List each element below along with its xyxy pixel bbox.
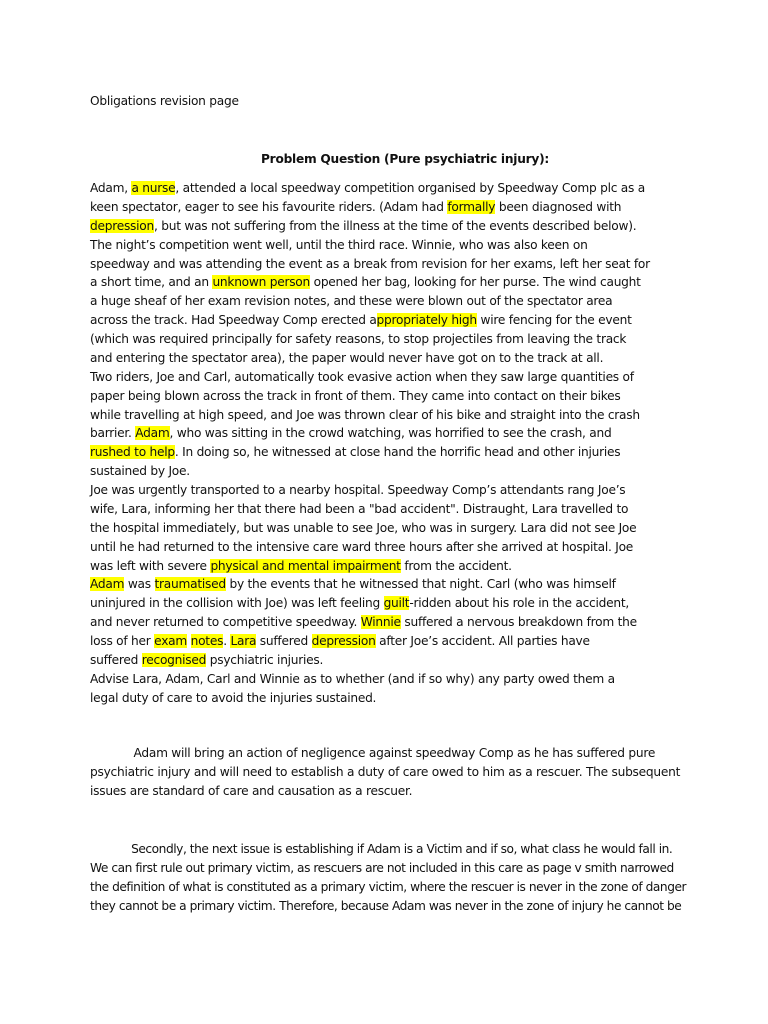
highlighted-text: rushed to help (90, 445, 175, 460)
line-text: psychiatric injuries. (206, 653, 324, 667)
line-text: -ridden about his role in the accident, (409, 596, 629, 611)
highlighted-text: ppropriately high (376, 313, 477, 328)
line-text: , who was sitting in the crowd watching, was horrified to see the crash, and (169, 426, 612, 441)
highlighted-text: traumatised (154, 577, 226, 592)
problem-line (90, 519, 636, 538)
line-text: speedway and was attending the event as a break from revision for her exams, left her seat for (90, 256, 650, 271)
line-text: been diagnosed with (495, 199, 622, 214)
line-text: suffered (90, 653, 142, 667)
line-text: was left with severe (90, 558, 211, 573)
line-text: suffered a nervous breakdown from the (400, 615, 637, 630)
highlighted-text: unknown person (212, 275, 310, 290)
problem-line (90, 613, 637, 632)
problem-line (90, 330, 626, 349)
problem-line (90, 255, 650, 274)
question-heading: Problem Question (Pure psychiatric injury): (261, 152, 550, 166)
highlighted-text: physical and mental impairment (210, 558, 401, 573)
line-text: legal duty of care to avoid the injuries sustained. (90, 690, 377, 705)
answer-line: Secondly, the next issue is establishing if Adam is a Victim and if so, what class he would fall in. (90, 842, 673, 856)
line-text: Advise Lara, Adam, Carl and Winnie as to whether (and if so why) any party owed them a (90, 671, 615, 686)
problem-line (90, 273, 641, 292)
line-text: and never returned to competitive speedway. (90, 615, 361, 630)
highlighted-text: recognised (141, 653, 207, 667)
line-text: from the accident. (400, 558, 512, 573)
answer-line: they cannot be a primary victim. Therefore, because Adam was never in the zone of injury he cannot be (90, 899, 682, 913)
problem-line (90, 406, 640, 425)
line-text: (which was required principally for safety reasons, to stop projectiles from leaving the track (90, 332, 627, 347)
highlighted-text: Adam (135, 426, 170, 441)
line-text: sustained by Joe. (90, 464, 190, 479)
problem-line (90, 538, 633, 557)
line-text: Adam, (90, 181, 132, 195)
answer-line: psychiatric injury and will need to establish a duty of care owed to him as a rescuer. The subsequent (90, 765, 681, 779)
problem-line (90, 349, 603, 368)
problem-line (90, 387, 621, 406)
line-text: until he had returned to the intensive care ward three hours after she arrived at hospital. Joe (90, 539, 634, 554)
highlighted-text: depression (90, 218, 154, 233)
line-text: opened her bag, looking for her purse. The wind caught (309, 275, 641, 290)
line-text: after Joe’s accident. All parties have (375, 634, 590, 649)
page-title: Obligations revision page (90, 94, 239, 108)
highlighted-text: formally (447, 199, 496, 214)
line-text: . (223, 634, 231, 649)
line-text: suffered (256, 634, 312, 649)
line-text: the hospital immediately, but was unable to see Joe, who was in surgery. Lara did not see Joe (90, 520, 637, 535)
answer-line: We can first rule out primary victim, as rescuers are not included in this care as page v smith narrowed (90, 861, 674, 875)
line-text: wire fencing for the event (476, 313, 632, 328)
line-text: barrier. (90, 426, 136, 441)
line-text: a huge sheaf of her exam revision notes, and these were blown out of the spectator area (90, 294, 613, 309)
line-text: a short time, and an (90, 275, 213, 290)
highlighted-text: notes (190, 634, 224, 649)
line-text: loss of her (90, 634, 155, 649)
problem-line (90, 481, 625, 500)
problem-line (90, 462, 190, 481)
problem-line (90, 311, 632, 330)
line-text: The night’s competition went well, until the third race. Winnie, who was also keen on (90, 237, 588, 252)
highlighted-text: Adam (90, 577, 125, 592)
highlighted-text: depression (311, 634, 376, 649)
line-text: and entering the spectator area), the paper would never have got on to the track at all. (90, 350, 604, 365)
problem-line (90, 594, 629, 613)
problem-line (90, 217, 636, 236)
line-text: . In doing so, he witnessed at close hand the horrific head and other injuries (174, 445, 621, 460)
problem-line (90, 198, 621, 217)
problem-line (90, 557, 512, 576)
highlighted-text: guilt (383, 596, 410, 611)
highlighted-text: Lara (230, 634, 257, 649)
line-text: Two riders, Joe and Carl, automatically took evasive action when they saw large quantities of (90, 369, 634, 384)
problem-line (90, 424, 611, 443)
answer-line: issues are standard of care and causation as a rescuer. (90, 784, 413, 798)
highlighted-text: Winnie (360, 615, 401, 630)
line-text: uninjured in the collision with Joe) was left feeling (90, 596, 384, 611)
problem-line (90, 292, 612, 311)
problem-line (90, 500, 628, 519)
line-text: Joe was urgently transported to a nearby hospital. Speedway Comp’s attendants rang Joe’s (90, 483, 626, 498)
highlighted-text: exam (154, 634, 187, 649)
problem-line (90, 443, 620, 462)
line-text: keen spectator, eager to see his favourite riders. (Adam had (90, 199, 448, 214)
problem-line (90, 670, 615, 689)
answer-line: Adam will bring an action of negligence against speedway Comp as he has suffered pure (90, 746, 656, 760)
line-text: , but was not suffering from the illness at the time of the events described below). (153, 218, 637, 233)
line-text: paper being blown across the track in front of them. They came into contact on their bikes (90, 388, 621, 403)
problem-line (90, 179, 645, 198)
problem-line (90, 236, 588, 255)
problem-line (90, 368, 634, 387)
problem-line (90, 575, 616, 594)
line-text: , attended a local speedway competition organised by Speedway Comp plc as a (175, 181, 645, 195)
line-text: across the track. Had Speedway Comp erected a (90, 313, 377, 328)
problem-line (90, 632, 590, 651)
problem-line (90, 689, 376, 708)
line-text: while travelling at high speed, and Joe was thrown clear of his bike and straight into the crash (90, 407, 640, 422)
answer-line: the definition of what is constituted as a primary victim, where the rescuer is never in the zone of danger (90, 880, 687, 894)
line-text: by the events that he witnessed that night. Carl (who was himself (225, 577, 616, 592)
highlighted-text: a nurse (131, 181, 176, 195)
problem-line (90, 651, 323, 670)
line-text: was (124, 577, 155, 592)
line-text: wife, Lara, informing her that there had been a "bad accident". Distraught, Lara travelled to (90, 501, 629, 516)
